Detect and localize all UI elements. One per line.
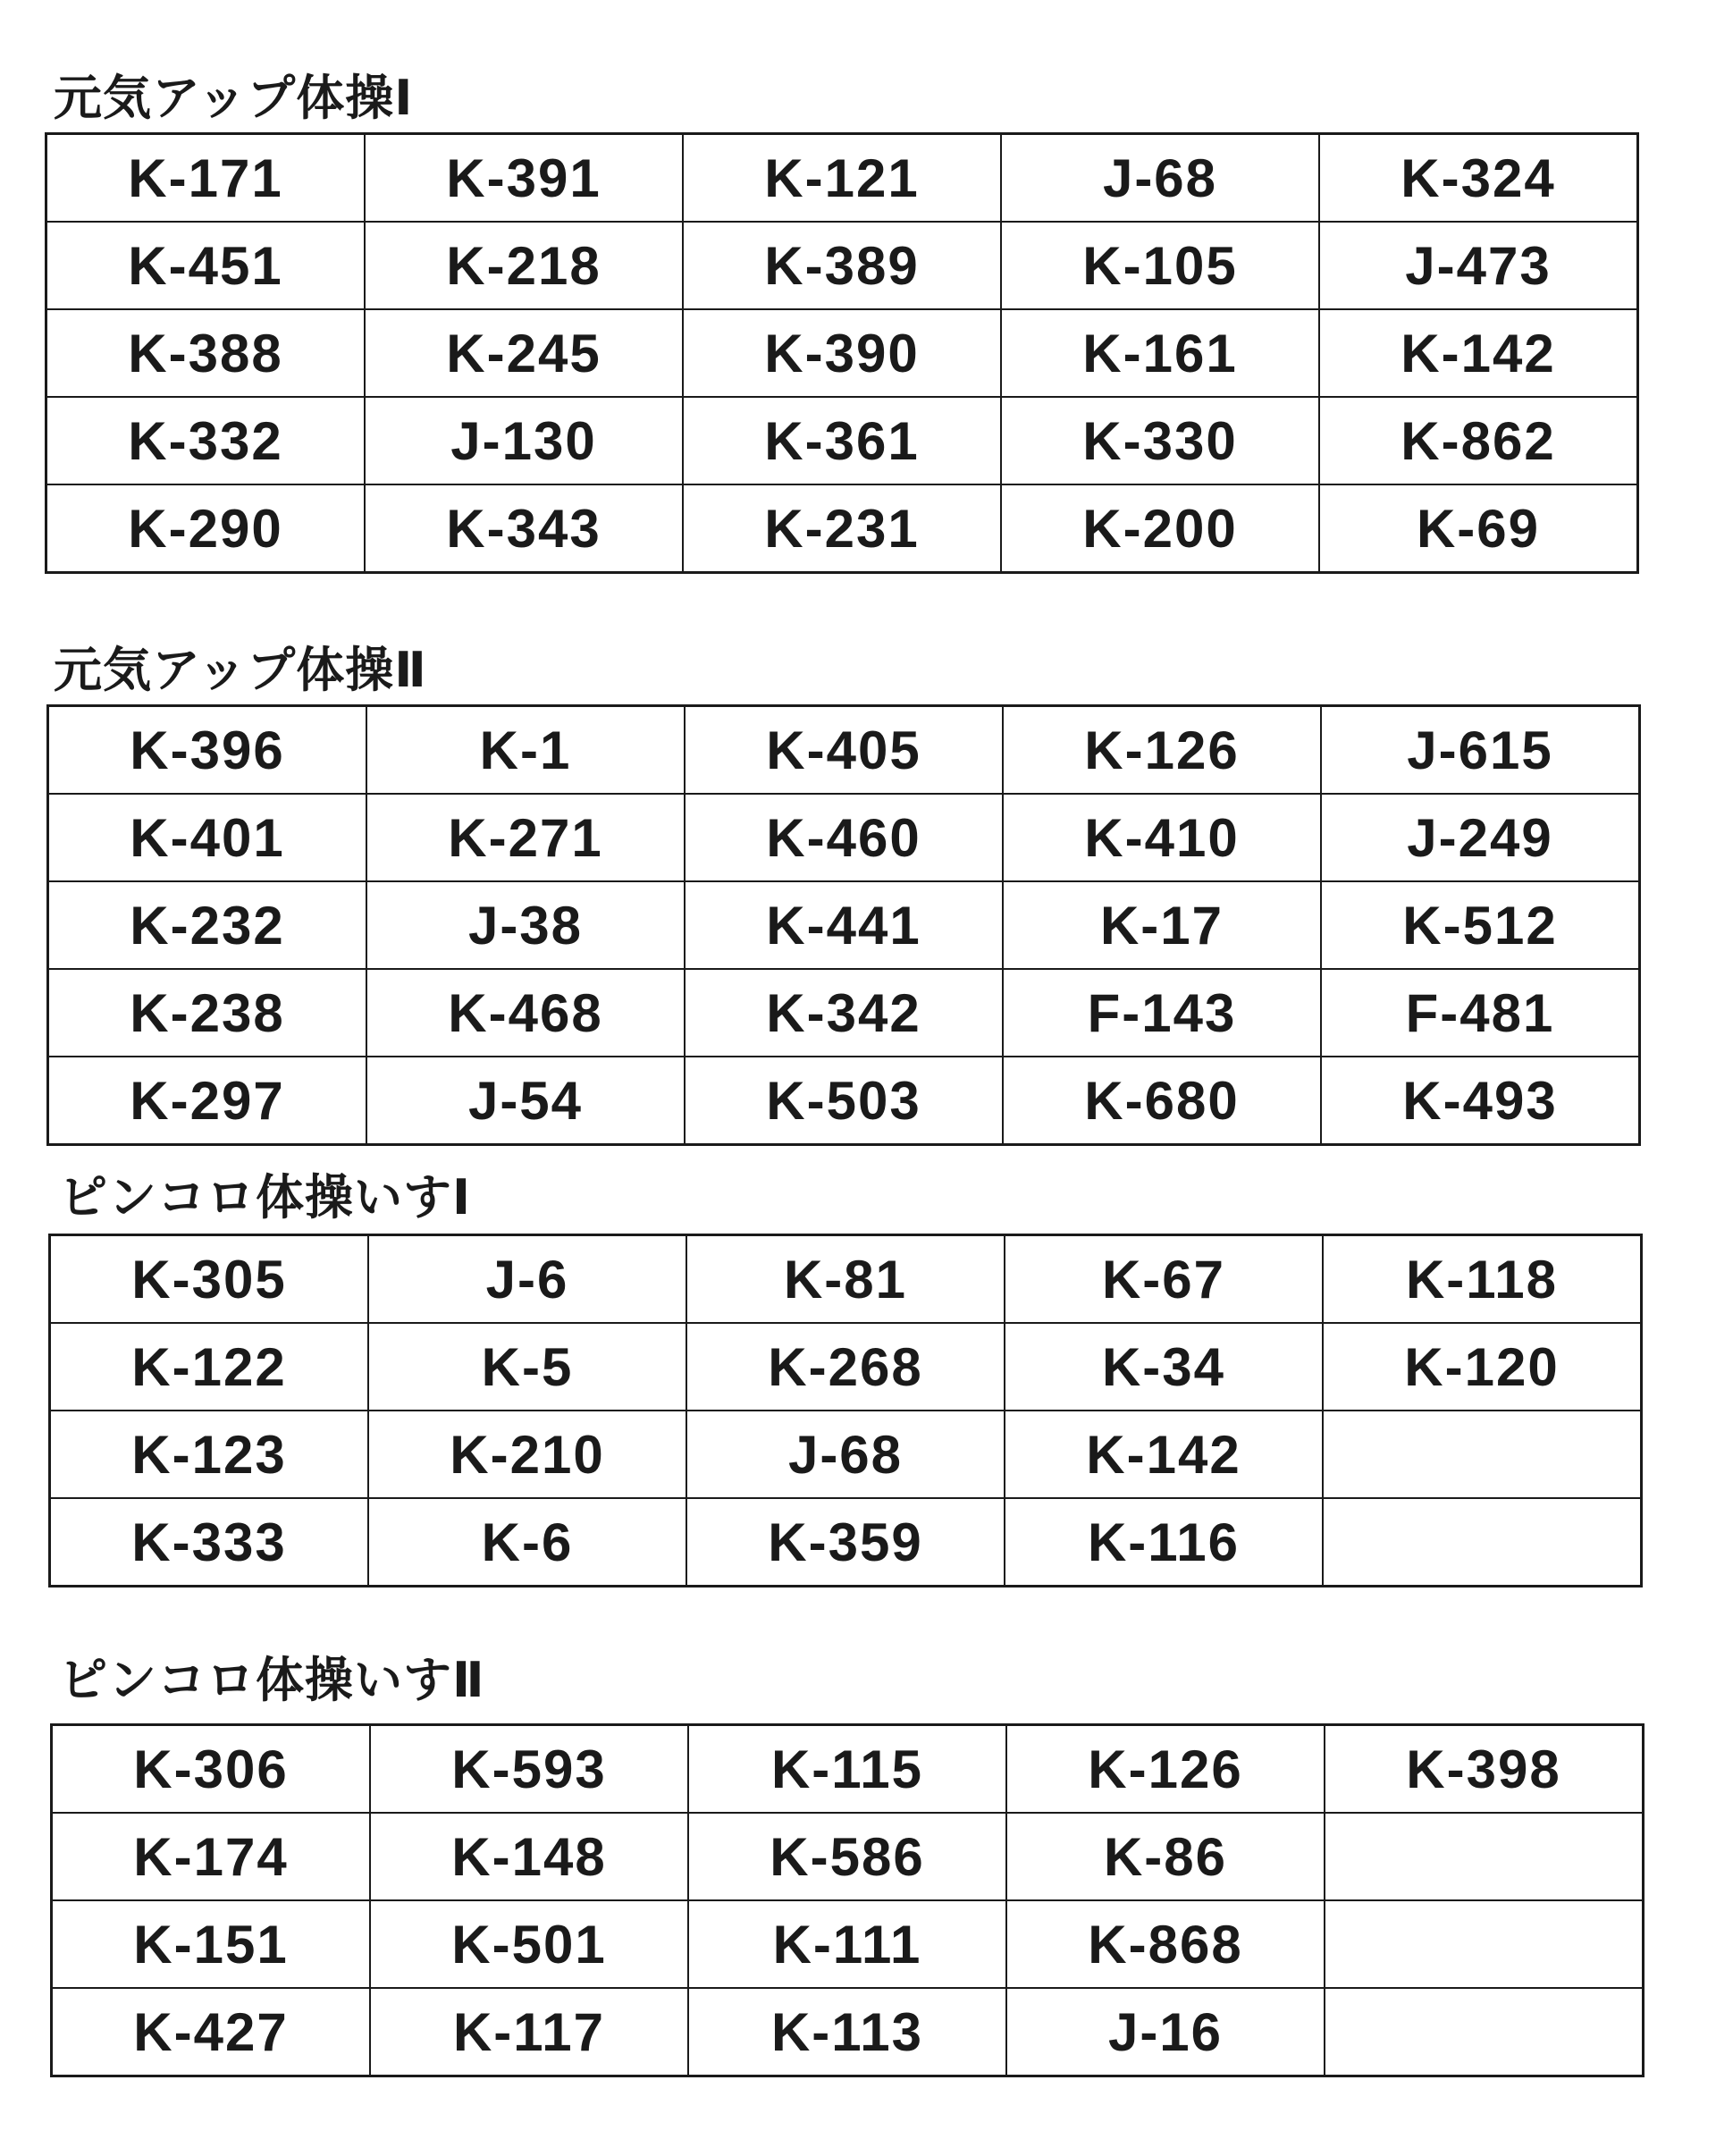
code-cell: K-862 bbox=[1319, 397, 1638, 484]
code-cell: F-143 bbox=[1003, 969, 1321, 1057]
code-cell: K-1 bbox=[366, 706, 685, 795]
code-cell: J-68 bbox=[686, 1411, 1005, 1498]
code-cell: K-680 bbox=[1003, 1057, 1321, 1145]
code-cell: K-396 bbox=[48, 706, 367, 795]
code-cell: K-330 bbox=[1001, 397, 1319, 484]
code-cell: J-6 bbox=[368, 1235, 686, 1324]
code-cell: K-468 bbox=[366, 969, 685, 1057]
table-row bbox=[48, 969, 1640, 1057]
code-cell: J-38 bbox=[366, 881, 685, 969]
section-title: 元気アップ体操Ⅰ bbox=[54, 70, 414, 126]
code-cell: K-493 bbox=[1321, 1057, 1640, 1145]
code-cell-empty bbox=[1323, 1498, 1642, 1587]
code-cell: K-512 bbox=[1321, 881, 1640, 969]
code-cell: K-231 bbox=[683, 484, 1001, 573]
code-cell: K-151 bbox=[52, 1900, 371, 1988]
code-cell-empty bbox=[1325, 1813, 1644, 1900]
code-cell: K-115 bbox=[688, 1725, 1006, 1814]
exercise-code-table bbox=[48, 1234, 1643, 1588]
code-cell: J-249 bbox=[1321, 794, 1640, 881]
code-cell: K-200 bbox=[1001, 484, 1319, 573]
code-cell: K-324 bbox=[1319, 134, 1638, 223]
code-cell: K-117 bbox=[370, 1988, 688, 2076]
table-row bbox=[50, 1323, 1642, 1411]
code-cell: K-245 bbox=[365, 309, 683, 397]
code-cell: K-503 bbox=[685, 1057, 1003, 1145]
exercise-code-table bbox=[45, 132, 1639, 574]
code-cell: J-130 bbox=[365, 397, 683, 484]
section-title: ピンコロ体操いすⅠ bbox=[59, 1169, 472, 1225]
code-cell: J-54 bbox=[366, 1057, 685, 1145]
code-cell: K-126 bbox=[1003, 706, 1321, 795]
code-cell: K-398 bbox=[1325, 1725, 1644, 1814]
code-cell: K-342 bbox=[685, 969, 1003, 1057]
code-cell: K-171 bbox=[46, 134, 366, 223]
code-cell: K-343 bbox=[365, 484, 683, 573]
table-row bbox=[48, 881, 1640, 969]
table-row bbox=[48, 1057, 1640, 1145]
code-cell: K-86 bbox=[1006, 1813, 1325, 1900]
code-cell: K-410 bbox=[1003, 794, 1321, 881]
code-cell: K-105 bbox=[1001, 222, 1319, 309]
code-cell: K-111 bbox=[688, 1900, 1006, 1988]
code-cell: K-116 bbox=[1005, 1498, 1323, 1587]
exercise-code-table bbox=[46, 704, 1641, 1146]
table-row bbox=[52, 1725, 1644, 1814]
code-cell: K-123 bbox=[50, 1411, 369, 1498]
table-row bbox=[46, 484, 1638, 573]
code-cell: J-473 bbox=[1319, 222, 1638, 309]
code-cell: K-868 bbox=[1006, 1900, 1325, 1988]
code-cell: K-361 bbox=[683, 397, 1001, 484]
code-cell-empty bbox=[1325, 1988, 1644, 2076]
code-cell: K-427 bbox=[52, 1988, 371, 2076]
code-cell: K-232 bbox=[48, 881, 367, 969]
section-title: ピンコロ体操いすⅡ bbox=[59, 1652, 485, 1708]
code-cell: J-615 bbox=[1321, 706, 1640, 795]
code-cell: K-268 bbox=[686, 1323, 1005, 1411]
code-cell: F-481 bbox=[1321, 969, 1640, 1057]
code-cell: K-391 bbox=[365, 134, 683, 223]
table-row bbox=[46, 309, 1638, 397]
code-cell-empty bbox=[1323, 1411, 1642, 1498]
code-cell: K-359 bbox=[686, 1498, 1005, 1587]
table-row bbox=[52, 1988, 1644, 2076]
code-cell: K-118 bbox=[1323, 1235, 1642, 1324]
code-cell: K-121 bbox=[683, 134, 1001, 223]
code-cell: K-5 bbox=[368, 1323, 686, 1411]
code-cell: J-68 bbox=[1001, 134, 1319, 223]
code-cell: K-593 bbox=[370, 1725, 688, 1814]
table-row bbox=[50, 1411, 1642, 1498]
code-cell: K-586 bbox=[688, 1813, 1006, 1900]
code-cell: K-6 bbox=[368, 1498, 686, 1587]
code-cell: K-126 bbox=[1006, 1725, 1325, 1814]
exercise-code-table bbox=[50, 1723, 1644, 2077]
code-cell: K-142 bbox=[1319, 309, 1638, 397]
code-cell: K-34 bbox=[1005, 1323, 1323, 1411]
code-cell: K-405 bbox=[685, 706, 1003, 795]
code-cell: K-388 bbox=[46, 309, 366, 397]
table-row bbox=[46, 222, 1638, 309]
code-cell: K-161 bbox=[1001, 309, 1319, 397]
code-cell: K-17 bbox=[1003, 881, 1321, 969]
table-row bbox=[50, 1235, 1642, 1324]
section-title: 元気アップ体操Ⅱ bbox=[54, 642, 427, 698]
code-cell: K-142 bbox=[1005, 1411, 1323, 1498]
code-cell: K-389 bbox=[683, 222, 1001, 309]
table-row bbox=[46, 134, 1638, 223]
code-cell: K-333 bbox=[50, 1498, 369, 1587]
code-cell: K-67 bbox=[1005, 1235, 1323, 1324]
table-row bbox=[52, 1813, 1644, 1900]
code-cell: J-16 bbox=[1006, 1988, 1325, 2076]
code-cell: K-210 bbox=[368, 1411, 686, 1498]
code-cell: K-401 bbox=[48, 794, 367, 881]
code-cell: K-305 bbox=[50, 1235, 369, 1324]
code-cell: K-174 bbox=[52, 1813, 371, 1900]
table-row bbox=[52, 1900, 1644, 1988]
table-row bbox=[48, 706, 1640, 795]
code-cell: K-441 bbox=[685, 881, 1003, 969]
code-cell: K-148 bbox=[370, 1813, 688, 1900]
table-row bbox=[48, 794, 1640, 881]
code-cell: K-69 bbox=[1319, 484, 1638, 573]
code-cell: K-271 bbox=[366, 794, 685, 881]
code-cell: K-290 bbox=[46, 484, 366, 573]
code-cell: K-390 bbox=[683, 309, 1001, 397]
code-cell: K-238 bbox=[48, 969, 367, 1057]
code-cell: K-81 bbox=[686, 1235, 1005, 1324]
code-cell: K-122 bbox=[50, 1323, 369, 1411]
code-cell: K-460 bbox=[685, 794, 1003, 881]
code-cell: K-332 bbox=[46, 397, 366, 484]
table-row bbox=[50, 1498, 1642, 1587]
code-cell: K-113 bbox=[688, 1988, 1006, 2076]
code-cell: K-120 bbox=[1323, 1323, 1642, 1411]
code-cell: K-501 bbox=[370, 1900, 688, 1988]
code-cell: K-451 bbox=[46, 222, 366, 309]
code-cell: K-218 bbox=[365, 222, 683, 309]
code-cell: K-306 bbox=[52, 1725, 371, 1814]
code-cell: K-297 bbox=[48, 1057, 367, 1145]
code-cell-empty bbox=[1325, 1900, 1644, 1988]
table-row bbox=[46, 397, 1638, 484]
